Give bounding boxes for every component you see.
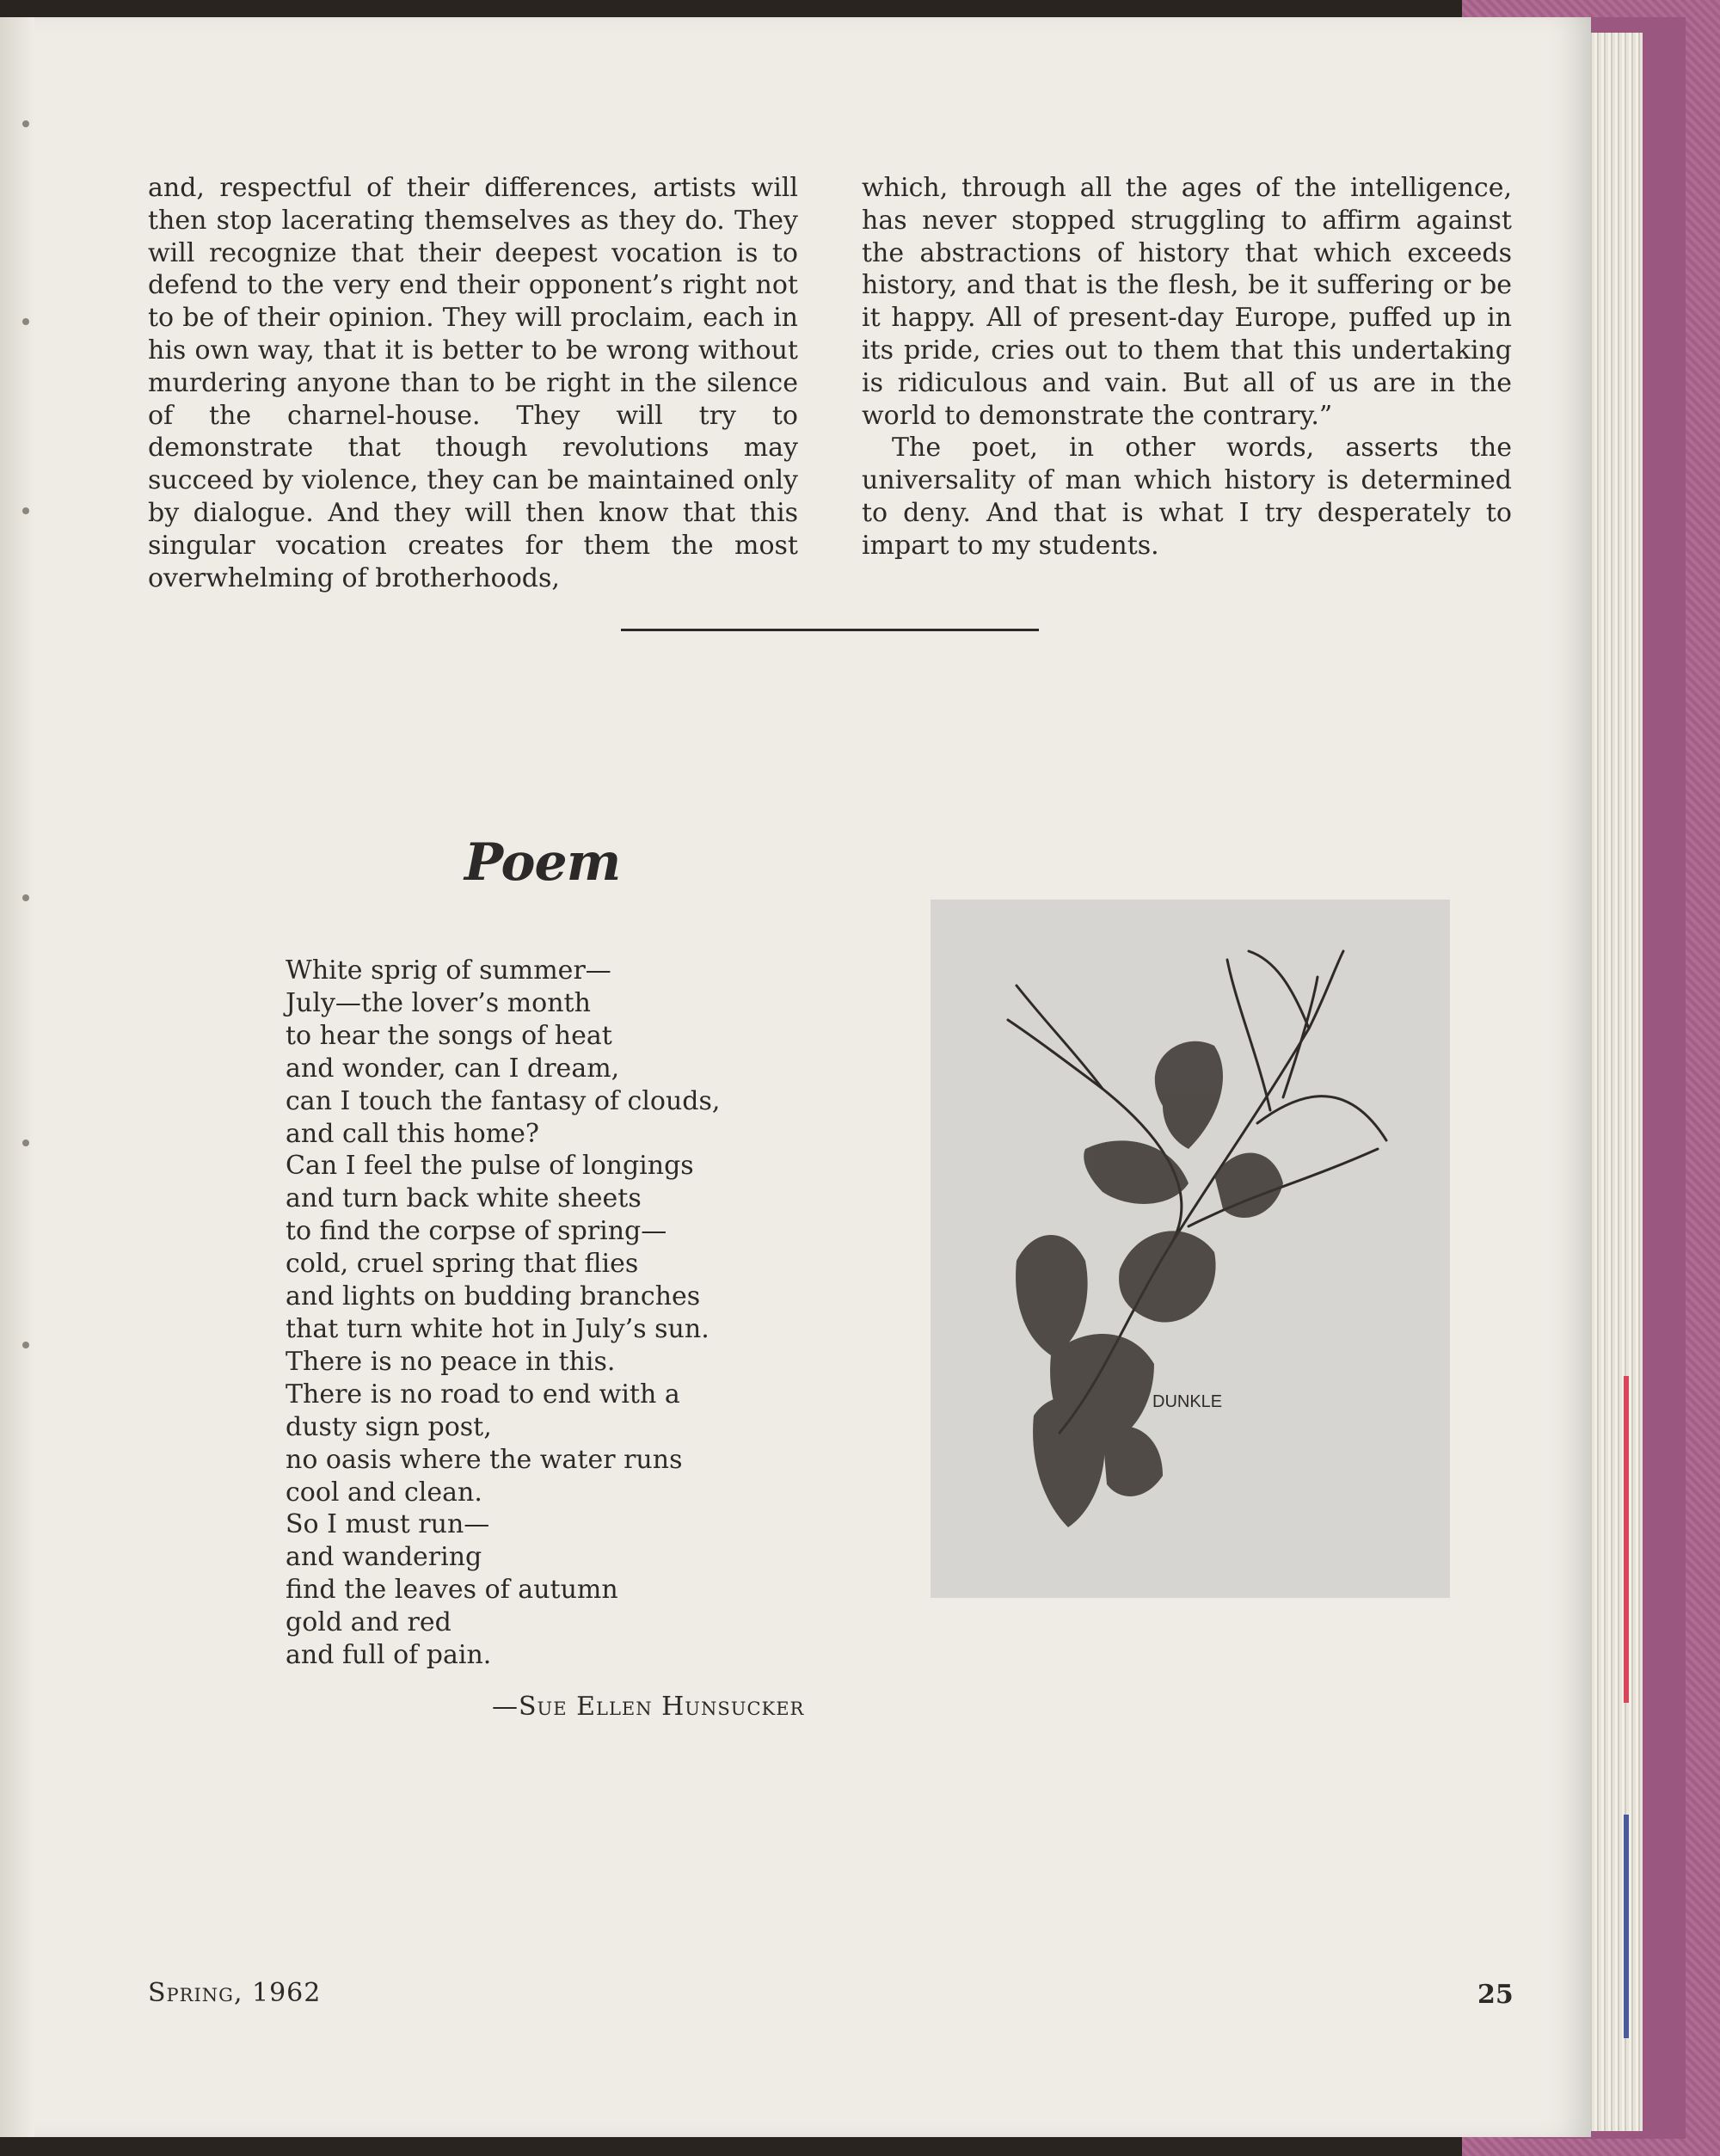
page-tab-red [1624, 1376, 1629, 1703]
page-tab-blue [1624, 1815, 1629, 2038]
poem-attribution: —Sue Ellen Hunsucker [492, 1692, 805, 1722]
poem-line: and wandering [286, 1542, 482, 1573]
binding-gutter [0, 17, 34, 2137]
essay-left-column [148, 172, 798, 594]
poem-line: July—the lover’s month [286, 987, 591, 1018]
poem-line: cool and clean. [286, 1477, 482, 1508]
essay-left-paragraph: and, respectful of their differences, artists will then stop lacerating themselves as they do. They will recognize that their deepest vocation is to defend to the very end their opponent’s right not to be of their opinion. They will proclaim, each in his own way, that it is better to be wrong without murdering anyone than to be right in the silence of the charnel-house. They will try to demonstrate that though revolutions may succeed by violence, they can be maintained only by dialogue. And they will then know that this singular vocation creates for them the most overwhelming of brotherhoods, [148, 173, 798, 593]
binding-hole [22, 318, 29, 325]
binding-hole [22, 894, 29, 901]
binding-hole [22, 1139, 29, 1146]
poem-line: and full of pain. [286, 1640, 492, 1671]
poem-line: and call this home? [286, 1118, 539, 1149]
poem-line: cold, cruel spring that flies [286, 1249, 639, 1280]
illustration [931, 900, 1450, 1598]
poem-line: dusty sign post, [286, 1411, 492, 1442]
illustration-signature: DUNKLE [1152, 1392, 1223, 1411]
essay-right-paragraph-2: The poet, in other words, asserts the universality of man which history is determined to deny. And that is what I try desperately to impart to my students. [862, 433, 1512, 561]
essay-right-column [862, 172, 1512, 562]
essay-right-paragraph-1: which, through all the ages of the intelligence, has never stopped struggling to affirm against the abstractions of history that which exceeds history, and that is the flesh, be it suffering or be it happy. All of present-day Europe, puffed up in its pride, cries out to them that this undertaking is ridiculous and vain. But all of us are in the world to demonstrate the contrary.” [862, 173, 1512, 431]
issue-date: Spring, 1962 [148, 1978, 322, 2008]
binding-hole [22, 1342, 29, 1348]
section-divider [621, 629, 1039, 631]
leaf-branch-drawing-icon [931, 900, 1450, 1598]
poem-line: to hear the songs of heat [286, 1020, 612, 1051]
poem-line: Can I feel the pulse of longings [286, 1151, 694, 1182]
page-number: 25 [1477, 1980, 1514, 2010]
poem-line: and turn back white sheets [286, 1183, 642, 1214]
poem-line: gold and red [286, 1607, 452, 1638]
poem-line: So I must run— [286, 1509, 490, 1540]
poem-line: There is no road to end with a [286, 1379, 680, 1410]
binding-hole [22, 507, 29, 514]
poem-line: can I touch the fantasy of clouds, [286, 1085, 721, 1116]
poem-line: There is no peace in this. [286, 1346, 616, 1377]
poem-line: and wonder, can I dream, [286, 1053, 620, 1084]
poem-line: find the leaves of autumn [286, 1575, 618, 1606]
poem-line: to find the corpse of spring— [286, 1216, 667, 1247]
poem-line: White sprig of summer— [286, 955, 611, 986]
binding-hole [22, 120, 29, 127]
poem-line: that turn white hot in July’s sun. [286, 1313, 710, 1344]
poem-body [286, 955, 720, 1672]
poem-line: no oasis where the water runs [286, 1444, 683, 1475]
poem-line: and lights on budding branches [286, 1281, 701, 1312]
poem-title: Poem [464, 832, 621, 893]
